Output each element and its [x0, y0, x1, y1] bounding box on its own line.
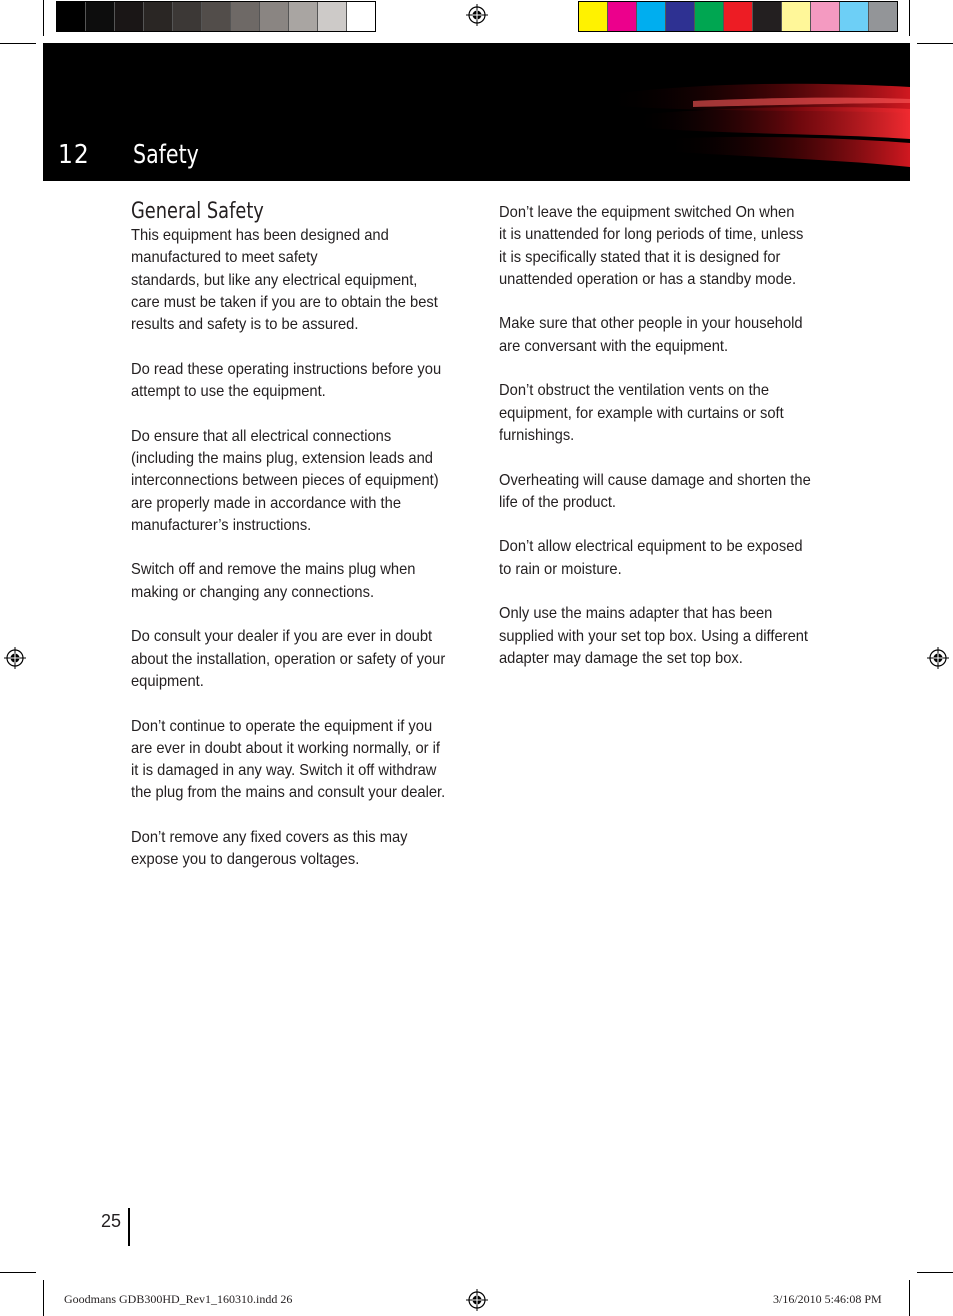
paragraph: Make sure that other people in your household are conversant with the equipment.: [499, 315, 803, 355]
color-swatch: [811, 2, 840, 31]
slug-filename: Goodmans GDB300HD_Rev1_160310.indd 26: [64, 1292, 293, 1306]
crop-mark: [909, 0, 910, 36]
color-swatch: [637, 2, 666, 31]
color-swatch: [86, 2, 115, 31]
registration-mark-icon: [927, 647, 949, 669]
color-swatch: [260, 2, 289, 31]
paragraph: Don’t remove any fixed covers as this may expose you to dangerous voltages.: [131, 829, 408, 869]
color-swatch: [753, 2, 782, 31]
paragraph: This equipment has been designed and manufactured to meet safety standards, but like any electrical equipment, care must be taken if you are to obtain the best results and safety is to be assured.: [131, 227, 438, 334]
color-swatch: [173, 2, 202, 31]
process-color-bar: [578, 1, 898, 32]
crop-mark: [917, 1272, 953, 1273]
color-swatch: [318, 2, 347, 31]
page-number-divider: [128, 1208, 130, 1246]
color-swatch: [202, 2, 231, 31]
color-swatch: [666, 2, 695, 31]
color-swatch: [115, 2, 144, 31]
crop-mark: [0, 1272, 36, 1273]
paragraph: Do read these operating instructions before you attempt to use the equipment.: [131, 360, 442, 401]
color-swatch: [144, 2, 173, 31]
color-swatch: [57, 2, 86, 31]
color-swatch: [695, 2, 724, 31]
color-swatch: [289, 2, 318, 31]
section-heading: General Safety: [131, 199, 264, 224]
color-swatch: [782, 2, 811, 31]
grayscale-color-bar: [56, 1, 376, 32]
chapter-number: 12: [58, 140, 90, 170]
crop-mark: [917, 43, 953, 44]
color-swatch: [869, 2, 897, 31]
chapter-title: Safety: [133, 140, 199, 170]
crop-mark: [909, 1280, 910, 1316]
registration-mark-icon: [4, 647, 26, 669]
color-swatch: [231, 2, 260, 31]
color-swatch: [724, 2, 753, 31]
color-swatch: [347, 2, 375, 31]
paragraph: Only use the mains adapter that has been supplied with your set top box. Using a different adapter may damage the set top box.: [499, 605, 809, 667]
paragraph: Don’t continue to operate the equipment if you are ever in doubt about it working normally, or if it is damaged in any way. Switch it off withdraw the plug from the mains and consult your dealer.: [131, 717, 446, 802]
paragraph: Do ensure that all electrical connections (including the mains plug, extension leads and interconnections between pieces of equipment) are properly made in accordance with the manufacturer’s instructions.: [131, 427, 439, 534]
paragraph: Switch off and remove the mains plug when making or changing any connections.: [131, 561, 416, 601]
paragraph: Do consult your dealer if you are ever in doubt about the installation, operation or safety of your equipment.: [131, 628, 446, 690]
left-text-column: [131, 199, 471, 894]
paragraph: Don’t obstruct the ventilation vents on the equipment, for example with curtains or soft furnishings.: [499, 382, 784, 444]
registration-mark-icon: [466, 1289, 488, 1311]
crop-mark: [0, 43, 36, 44]
paragraph: Overheating will cause damage and shorten the life of the product.: [499, 471, 811, 511]
registration-mark-icon: [466, 4, 488, 26]
color-swatch: [579, 2, 608, 31]
paragraph: Don’t allow electrical equipment to be exposed to rain or moisture.: [499, 538, 803, 578]
crop-mark: [43, 0, 44, 36]
paragraph: Don’t leave the equipment switched On when it is unattended for long periods of time, unless it is specifically stated that it is designed for unattended operation or has a standby mode.: [499, 204, 804, 288]
color-swatch: [608, 2, 637, 31]
color-swatch: [840, 2, 869, 31]
slug-timestamp: 3/16/2010 5:46:08 PM: [773, 1292, 882, 1306]
page-number: 25: [101, 1211, 122, 1231]
right-text-column: [499, 202, 839, 693]
crop-mark: [43, 1280, 44, 1316]
